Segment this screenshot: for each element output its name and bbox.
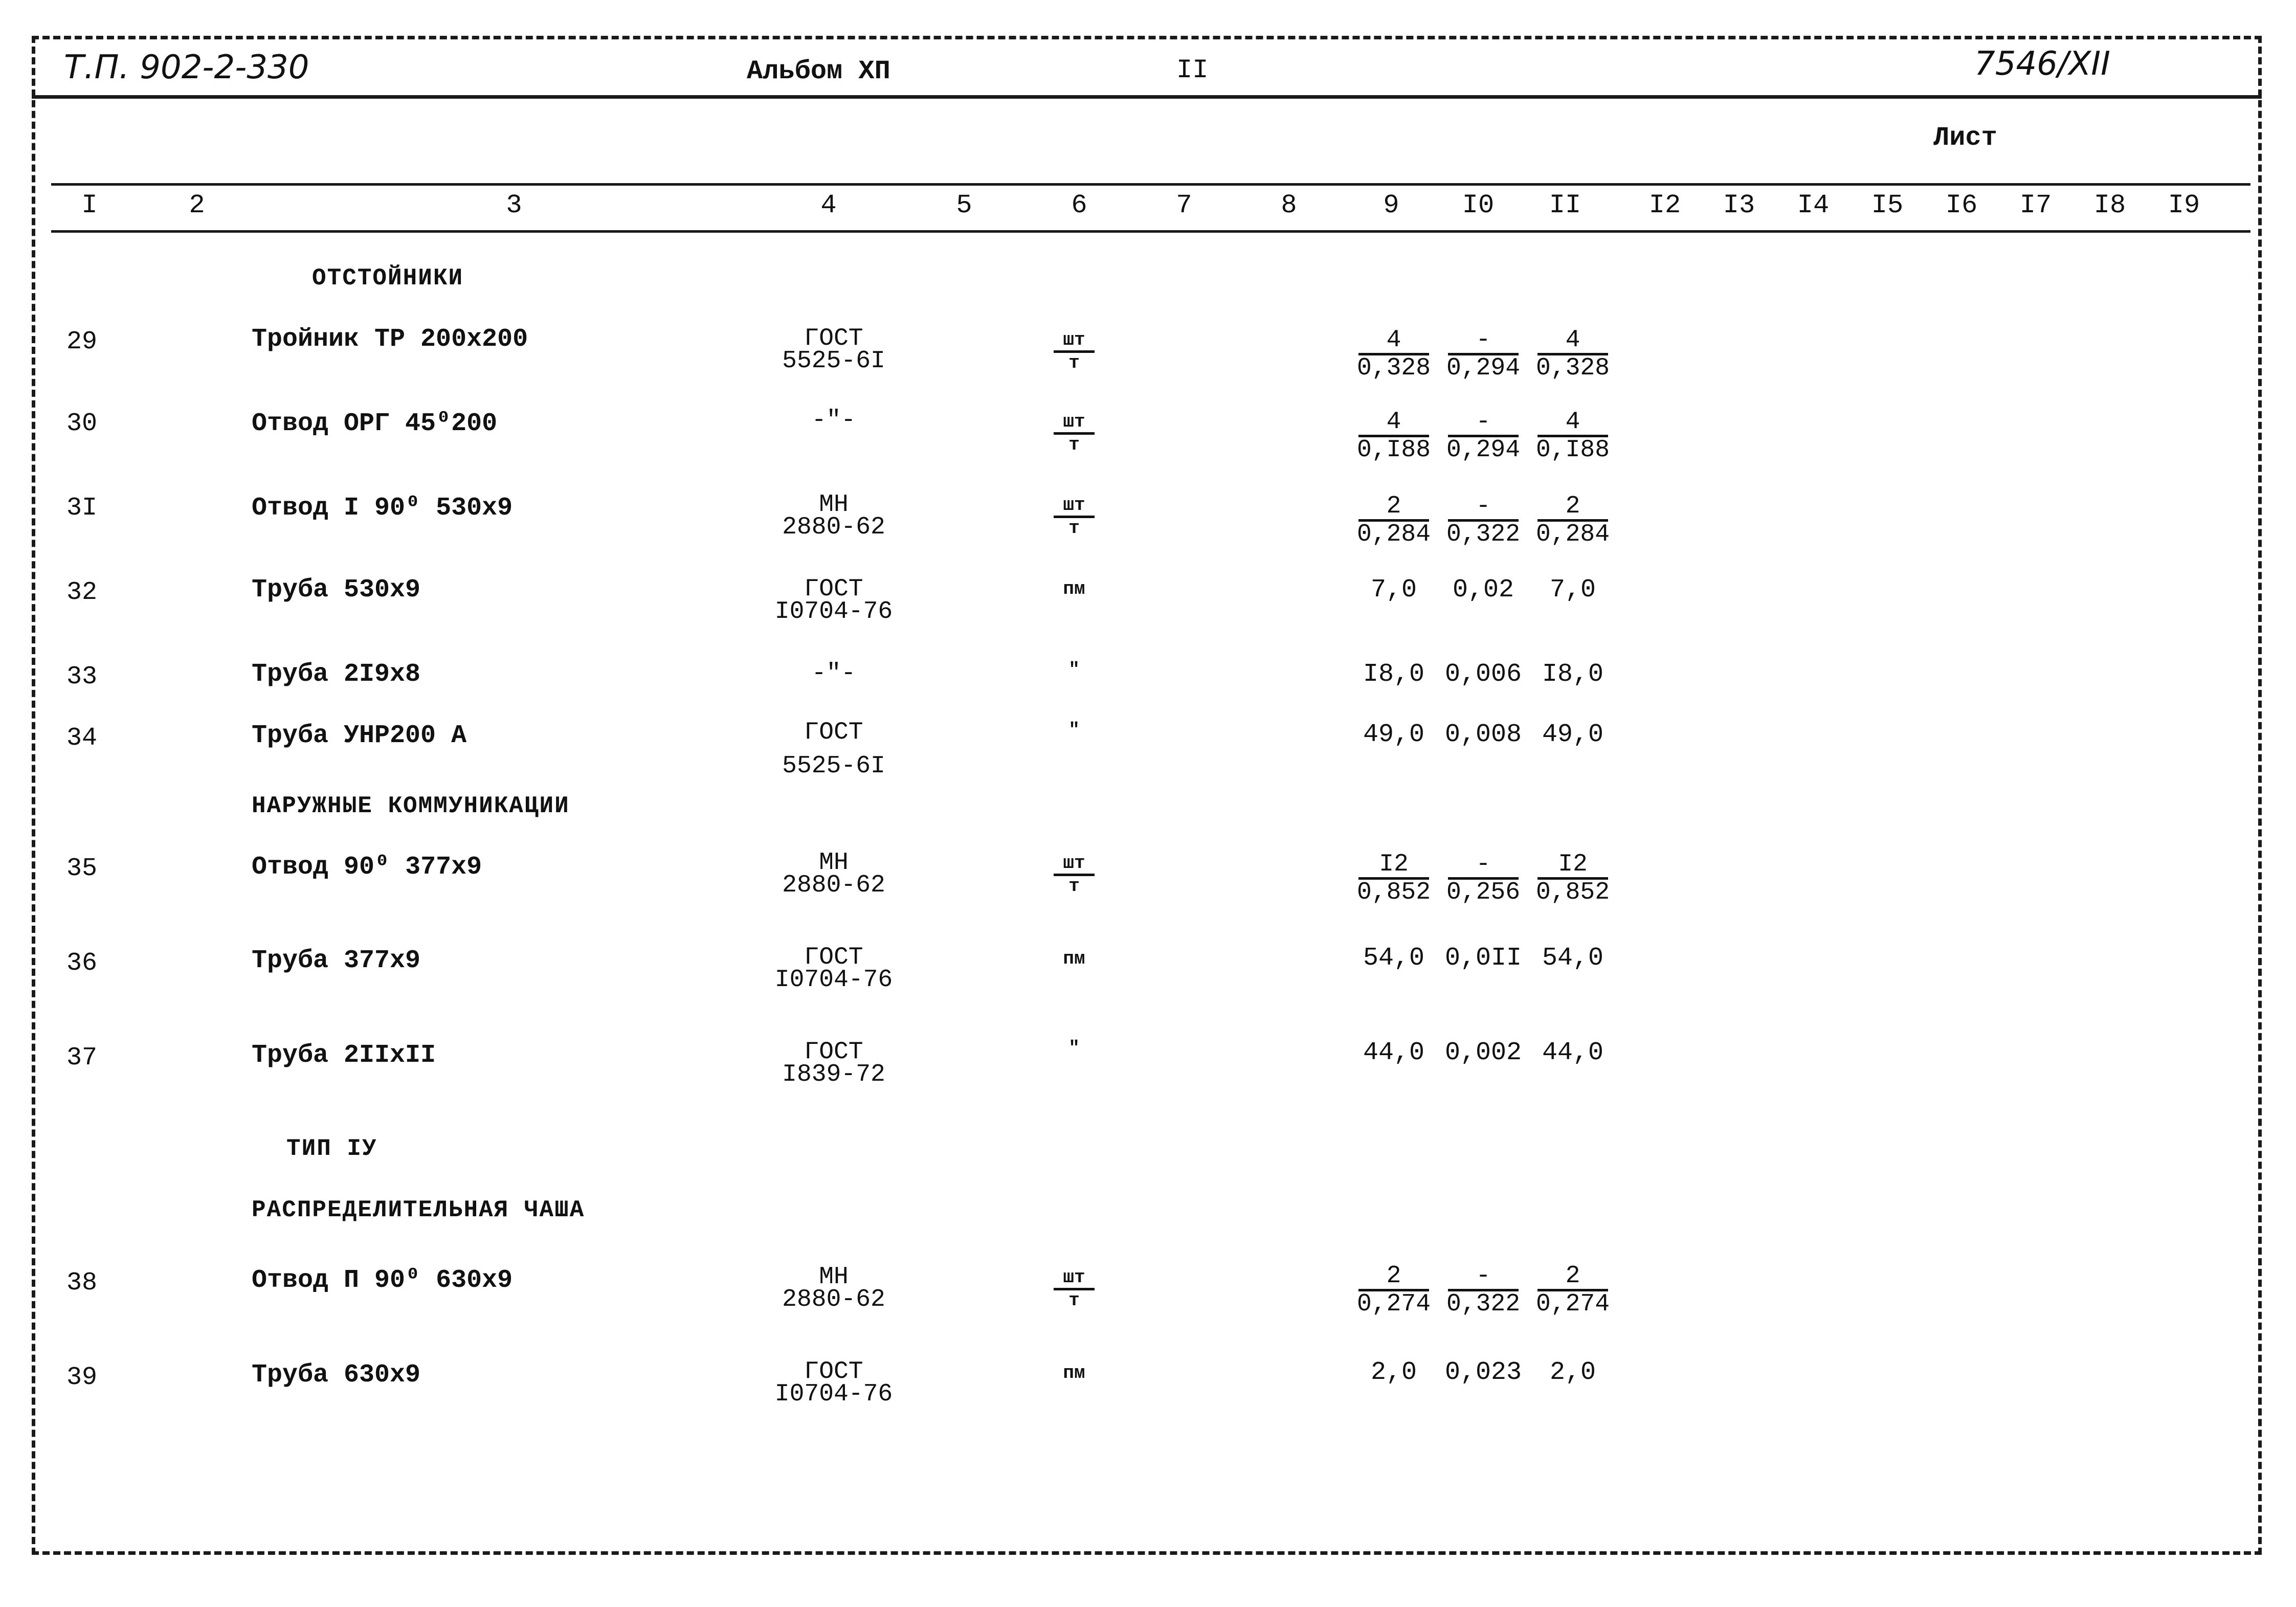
standard — [747, 719, 921, 780]
section-number: II — [1176, 55, 1209, 85]
standard-line-2: 2880-62 — [782, 514, 885, 541]
unit — [1054, 579, 1095, 599]
standard — [747, 944, 921, 994]
standard — [747, 1263, 921, 1313]
value-col-11: 7,0 — [1549, 575, 1596, 605]
value-col-9: 54,0 — [1363, 944, 1425, 973]
col-3: 3 — [506, 190, 522, 220]
column-header-bottom-line — [51, 230, 2250, 233]
col-4: 4 — [820, 190, 837, 220]
value-mass: 0,274 — [1356, 1290, 1431, 1318]
row-number: 39 — [66, 1363, 98, 1392]
value-qty: 2 — [1537, 494, 1608, 522]
standard-line-2: 2880-62 — [782, 872, 885, 899]
section-heading-external: НАРУЖНЫЕ КОММУНИКАЦИИ — [252, 793, 570, 819]
col-7: 7 — [1176, 190, 1192, 220]
col-10: I0 — [1462, 190, 1495, 220]
col-5: 5 — [956, 190, 972, 220]
value-col-11 — [1534, 494, 1611, 547]
document-number: 7546/XII — [1974, 45, 2111, 83]
value-col-9 — [1355, 327, 1432, 381]
value-mass: 0,322 — [1446, 1290, 1521, 1318]
value-col-10: 0,002 — [1444, 1038, 1522, 1067]
col-19: I9 — [2168, 190, 2200, 220]
value-qty: 4 — [1537, 409, 1608, 437]
unit — [1054, 412, 1095, 455]
standard-line-1: МН — [819, 491, 849, 519]
value-mass: 0,I88 — [1356, 436, 1431, 464]
album-label: Альбом ХП — [747, 56, 890, 86]
value-col-11: 2,0 — [1549, 1358, 1596, 1387]
row-number: 38 — [66, 1268, 98, 1298]
section-heading-distribution: РАСПРЕДЕЛИТЕЛЬНАЯ ЧАША — [252, 1197, 585, 1223]
value-col-9: 44,0 — [1363, 1038, 1425, 1067]
value-col-11 — [1534, 327, 1611, 381]
standard-line-1: МН — [819, 849, 849, 877]
value-col-10 — [1445, 409, 1522, 463]
value-qty: 2 — [1537, 1263, 1608, 1291]
unit — [1054, 853, 1095, 897]
unit-top: шт — [1054, 330, 1095, 353]
unit-bottom: т — [1068, 434, 1080, 455]
item-name: Отвод ОРГ 45⁰200 — [252, 409, 498, 438]
title-divider — [32, 95, 2262, 99]
col-2: 2 — [189, 190, 205, 220]
item-name: Отвод 90⁰ 377х9 — [252, 853, 482, 882]
value-col-11 — [1534, 1263, 1611, 1317]
unit — [1054, 1038, 1095, 1059]
value-qty: 4 — [1358, 327, 1429, 355]
unit-bottom: т — [1068, 876, 1080, 897]
section-heading-type: ТИП IУ — [286, 1135, 377, 1162]
value-mass: 0,328 — [1535, 354, 1610, 382]
unit — [1054, 720, 1095, 741]
row-number: 34 — [66, 724, 98, 753]
row-number: 29 — [66, 327, 98, 356]
standard — [747, 575, 921, 626]
item-name: Труба 2I9х8 — [252, 660, 421, 689]
standard-line-1: ГОСТ — [804, 325, 863, 352]
value-qty: I2 — [1537, 852, 1608, 880]
unit-bottom: т — [1068, 352, 1080, 373]
standard — [747, 662, 921, 685]
standard-line-1: ГОСТ — [804, 719, 863, 746]
unit-top: шт — [1054, 853, 1095, 876]
unit-top: " — [1068, 659, 1080, 680]
value-col-10 — [1445, 1263, 1522, 1317]
col-13: I3 — [1723, 190, 1755, 220]
standard-line-2: 5525-6I — [782, 752, 885, 780]
value-mass: 0,322 — [1446, 521, 1521, 548]
value-mass: 0,852 — [1535, 879, 1610, 906]
value-qty: 2 — [1358, 1263, 1429, 1291]
unit — [1054, 660, 1095, 680]
value-col-9 — [1355, 409, 1432, 463]
item-name: Тройник ТР 200х200 — [252, 325, 528, 354]
unit-top: пм — [1063, 578, 1085, 599]
col-1: I — [81, 190, 98, 220]
col-6: 6 — [1071, 190, 1087, 220]
item-name: Труба 630х9 — [252, 1360, 421, 1390]
value-qty: - — [1448, 1263, 1519, 1291]
value-col-11: I8,0 — [1542, 660, 1604, 689]
value-col-11: 54,0 — [1542, 944, 1604, 973]
standard — [747, 409, 921, 432]
value-col-11: 44,0 — [1542, 1038, 1604, 1067]
value-col-10 — [1445, 327, 1522, 381]
sheet-label: Лист — [1933, 123, 1997, 153]
value-qty: - — [1448, 852, 1519, 880]
unit-bottom: т — [1068, 518, 1080, 539]
value-col-10: 0,02 — [1452, 575, 1514, 605]
col-15: I5 — [1871, 190, 1904, 220]
col-14: I4 — [1797, 190, 1830, 220]
row-number: 33 — [66, 662, 98, 691]
row-number: 35 — [66, 854, 98, 883]
value-mass: 0,256 — [1446, 879, 1521, 906]
unit — [1054, 495, 1095, 539]
row-number: 30 — [66, 409, 98, 438]
value-mass: 0,852 — [1356, 879, 1431, 906]
value-col-10: 0,008 — [1444, 720, 1522, 749]
row-number: 3I — [66, 494, 98, 523]
unit-top: шт — [1054, 412, 1095, 435]
standard — [747, 1358, 921, 1408]
standard-line-2: I839-72 — [782, 1061, 885, 1088]
item-name: Труба 2IIхII — [252, 1041, 436, 1070]
unit-top: шт — [1054, 1267, 1095, 1290]
unit — [1054, 1267, 1095, 1311]
value-col-11 — [1534, 852, 1611, 905]
project-code: Т.П. 902-2-330 — [64, 49, 309, 86]
item-name: Труба УНР200 А — [252, 721, 467, 750]
value-col-11: 49,0 — [1542, 720, 1604, 749]
standard-line-2: 5525-6I — [782, 347, 885, 375]
value-col-11 — [1534, 409, 1611, 463]
standard — [747, 491, 921, 541]
standard-line-1: -"- — [811, 660, 856, 687]
value-qty: 2 — [1358, 494, 1429, 522]
value-mass: 0,284 — [1535, 521, 1610, 548]
value-qty: - — [1448, 409, 1519, 437]
value-qty: - — [1448, 327, 1519, 355]
standard-line-1: -"- — [811, 407, 856, 434]
unit — [1054, 949, 1095, 969]
value-qty: - — [1448, 494, 1519, 522]
col-17: I7 — [2019, 190, 2052, 220]
standard — [747, 1038, 921, 1088]
value-mass: 0,294 — [1446, 436, 1521, 464]
value-col-10 — [1445, 852, 1522, 905]
value-col-10: 0,006 — [1444, 660, 1522, 689]
item-name: Труба 377х9 — [252, 946, 421, 975]
value-col-9: 49,0 — [1363, 720, 1425, 749]
standard-line-2: I0704-76 — [774, 598, 893, 626]
unit-top: " — [1068, 720, 1080, 741]
value-col-10: 0,0II — [1444, 944, 1522, 973]
value-mass: 0,274 — [1535, 1290, 1610, 1318]
standard-line-2: 2880-62 — [782, 1286, 885, 1313]
value-col-9 — [1355, 494, 1432, 547]
unit-top: " — [1068, 1038, 1080, 1059]
item-name: Отвод П 90⁰ 630х9 — [252, 1266, 513, 1295]
item-name: Отвод I 90⁰ 530х9 — [252, 494, 513, 523]
value-qty: I2 — [1358, 852, 1429, 880]
unit — [1054, 330, 1095, 373]
column-header-top-line — [51, 183, 2250, 186]
value-qty: 4 — [1537, 327, 1608, 355]
standard-line-2: I0704-76 — [774, 1380, 893, 1408]
section-heading-settlers: ОТСТОЙНИКИ — [312, 265, 464, 292]
row-number: 36 — [66, 949, 98, 978]
standard-line-1: ГОСТ — [804, 944, 863, 971]
col-9: 9 — [1383, 190, 1399, 220]
col-16: I6 — [1945, 190, 1978, 220]
value-mass: 0,328 — [1356, 354, 1431, 382]
value-mass: 0,284 — [1356, 521, 1431, 548]
unit-top: шт — [1054, 495, 1095, 518]
col-11: II — [1549, 190, 1581, 220]
value-col-9 — [1355, 852, 1432, 905]
row-number: 37 — [66, 1043, 98, 1073]
standard — [747, 325, 921, 375]
value-mass: 0,294 — [1446, 354, 1521, 382]
standard-line-1: ГОСТ — [804, 1038, 863, 1066]
standard-line-1: ГОСТ — [804, 575, 863, 603]
row-number: 32 — [66, 578, 98, 607]
value-col-10: 0,023 — [1444, 1358, 1522, 1387]
value-col-9: 7,0 — [1370, 575, 1417, 605]
item-name: Труба 530х9 — [252, 575, 421, 605]
standard-line-1: ГОСТ — [804, 1358, 863, 1386]
col-18: I8 — [2093, 190, 2126, 220]
unit-bottom: т — [1068, 1290, 1080, 1311]
unit — [1054, 1363, 1095, 1383]
value-col-9 — [1355, 1263, 1432, 1317]
col-12: I2 — [1648, 190, 1681, 220]
unit-top: пм — [1063, 948, 1085, 969]
standard — [747, 849, 921, 899]
col-8: 8 — [1281, 190, 1297, 220]
value-col-10 — [1445, 494, 1522, 547]
unit-top: пм — [1063, 1363, 1085, 1383]
value-col-9: I8,0 — [1363, 660, 1425, 689]
value-col-9: 2,0 — [1370, 1358, 1417, 1387]
standard-line-2: I0704-76 — [774, 966, 893, 994]
value-qty: 4 — [1358, 409, 1429, 437]
value-mass: 0,I88 — [1535, 436, 1610, 464]
standard-line-1: МН — [819, 1263, 849, 1291]
